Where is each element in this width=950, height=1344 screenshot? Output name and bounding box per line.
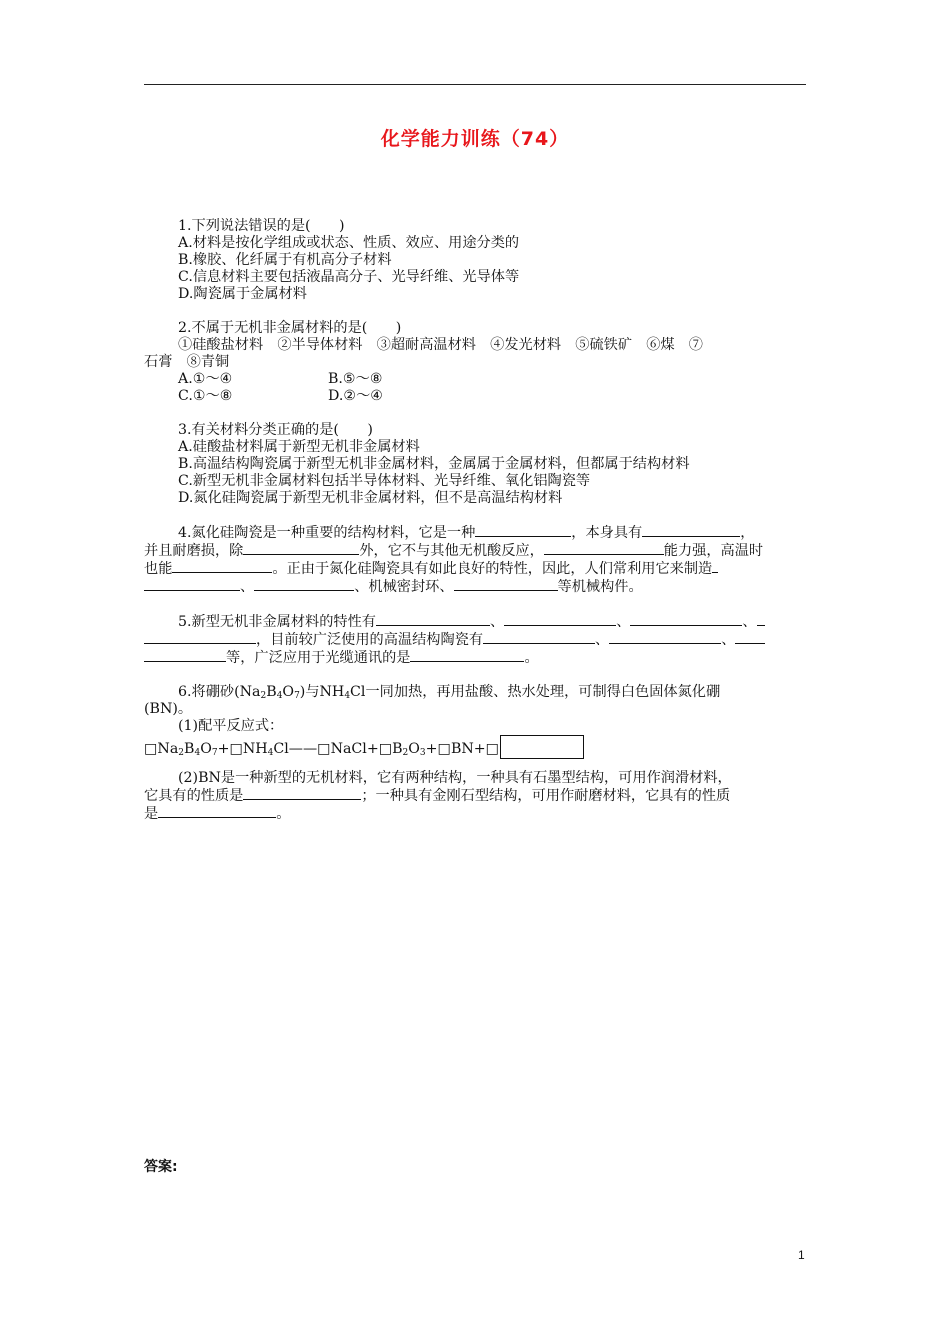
option-c: C.新型无机非金属材料包括半导体材料、光导纤维、氧化铝陶瓷等 [178,473,591,489]
q6-intro-line-2: (BN)。 [144,701,193,717]
product-answer-box[interactable] [500,735,584,759]
option-a: A.硅酸盐材料属于新型无机非金属材料 [178,439,420,455]
option-b: B.橡胶、化纤属于有机高分子材料 [178,252,392,268]
answer-blank[interactable] [410,649,524,662]
answer-blank[interactable] [144,631,256,644]
question-stem: 1.下列说法错误的是( ) [178,218,345,234]
page-title: 化学能力训练（74） [380,128,570,150]
q6-part1-label: (1)配平反应式： [178,718,284,734]
answer-blank[interactable] [712,560,718,573]
q6-intro-line-1: 6.将硼砂$(Na_2B_4O_7)$与$NH_4Cl$一同加热，再用盐酸、热水处理，可制得白色固体氮化硼 [178,684,721,701]
option-row-1 [144,371,808,388]
option-d: D.②～④ [328,388,384,404]
answer-blank[interactable] [757,613,765,626]
q5-line-2: ，目前较广泛使用的高温结构陶瓷有 、 、 [144,631,808,649]
reaction-equation: $□Na_2B_4O_7+□NH_4Cl——□NaCl+□B_2O_3+□BN+□$ [144,735,808,760]
answer-blank[interactable] [144,578,240,591]
answer-blank[interactable] [504,613,616,626]
option-c: C.信息材料主要包括液晶高分子、光导纤维、光导体等 [178,269,520,285]
option-a: A.①～④ [178,371,233,387]
answer-blank[interactable] [735,631,765,644]
option-c: C.①～⑧ [178,388,233,404]
question-6 [144,684,808,823]
answer-section-label: 答案: [144,1159,178,1175]
worksheet-body [144,218,808,840]
answer-blank[interactable] [483,631,595,644]
answer-blank[interactable] [475,524,571,537]
q6-part2-line-3: 是 。 [144,806,291,822]
answer-blank[interactable] [630,613,742,626]
q4-line-4: 、 、机械密封环、 等机械构件。 [144,578,808,596]
q6-part2-line-2: 它具有的性质是 ；一种具有金刚石型结构，可用作耐磨材料，它具有的性质 [144,788,731,804]
option-a: A.材料是按化学组成或状态、性质、效应、用途分类的 [178,235,520,251]
q4-line-2: 并且耐磨损，除 外，它不与其他无机酸反应， 能力强，高温时 [144,543,764,559]
answer-blank[interactable] [172,560,272,573]
answer-blank[interactable] [243,787,361,800]
question-3 [144,422,808,507]
answer-blank[interactable] [158,805,276,818]
q6-part2-line-1: (2)BN是一种新型的无机材料，它有两种结构，一种具有石墨型结构，可用作润滑材料， [178,770,732,786]
header-rule [144,84,806,85]
answer-blank[interactable] [609,631,721,644]
answer-blank[interactable] [144,649,226,662]
question-2 [144,320,808,405]
question-stem: 2.不属于无机非金属材料的是( ) [178,320,402,336]
q4-line-3: 也能 。正由于氮化硅陶瓷具有如此良好的特性，因此，人们常利用它来制造 [144,560,808,578]
q5-line-3: 等，广泛应用于光缆通讯的是 。 [144,649,808,667]
page-number: 1 [798,1248,805,1262]
option-d: D.氮化硅陶瓷属于新型无机非金属材料，但不是高温结构材料 [178,490,563,506]
answer-blank[interactable] [254,578,354,591]
answer-blank[interactable] [544,542,664,555]
q5-line-1: 5.新型无机非金属材料的特性有 、 、 、 [144,613,808,631]
item-list-line-1: ①硅酸盐材料 ②半导体材料 ③超耐高温材料 ④发光材料 ⑤硫铁矿 ⑥煤 ⑦ [178,337,703,353]
option-b: B.高温结构陶瓷属于新型无机非金属材料，金属属于金属材料，但都属于结构材料 [178,456,690,472]
question-1 [144,218,808,303]
question-stem: 3.有关材料分类正确的是( ) [178,422,373,438]
question-4 [144,524,808,596]
q4-line-1: 4.氮化硅陶瓷是一种重要的结构材料，它是一种 ，本身具有 ， [178,525,755,541]
answer-blank[interactable] [642,524,740,537]
option-b: B.⑤～⑧ [328,371,383,387]
answer-blank[interactable] [454,578,558,591]
answer-blank[interactable] [243,542,359,555]
question-5 [144,613,808,667]
option-row-2 [144,388,808,405]
option-d: D.陶瓷属于金属材料 [178,286,307,302]
answer-blank[interactable] [376,613,490,626]
item-list-line-2: 石膏 ⑧青铜 [144,354,230,370]
spacer [144,760,808,770]
